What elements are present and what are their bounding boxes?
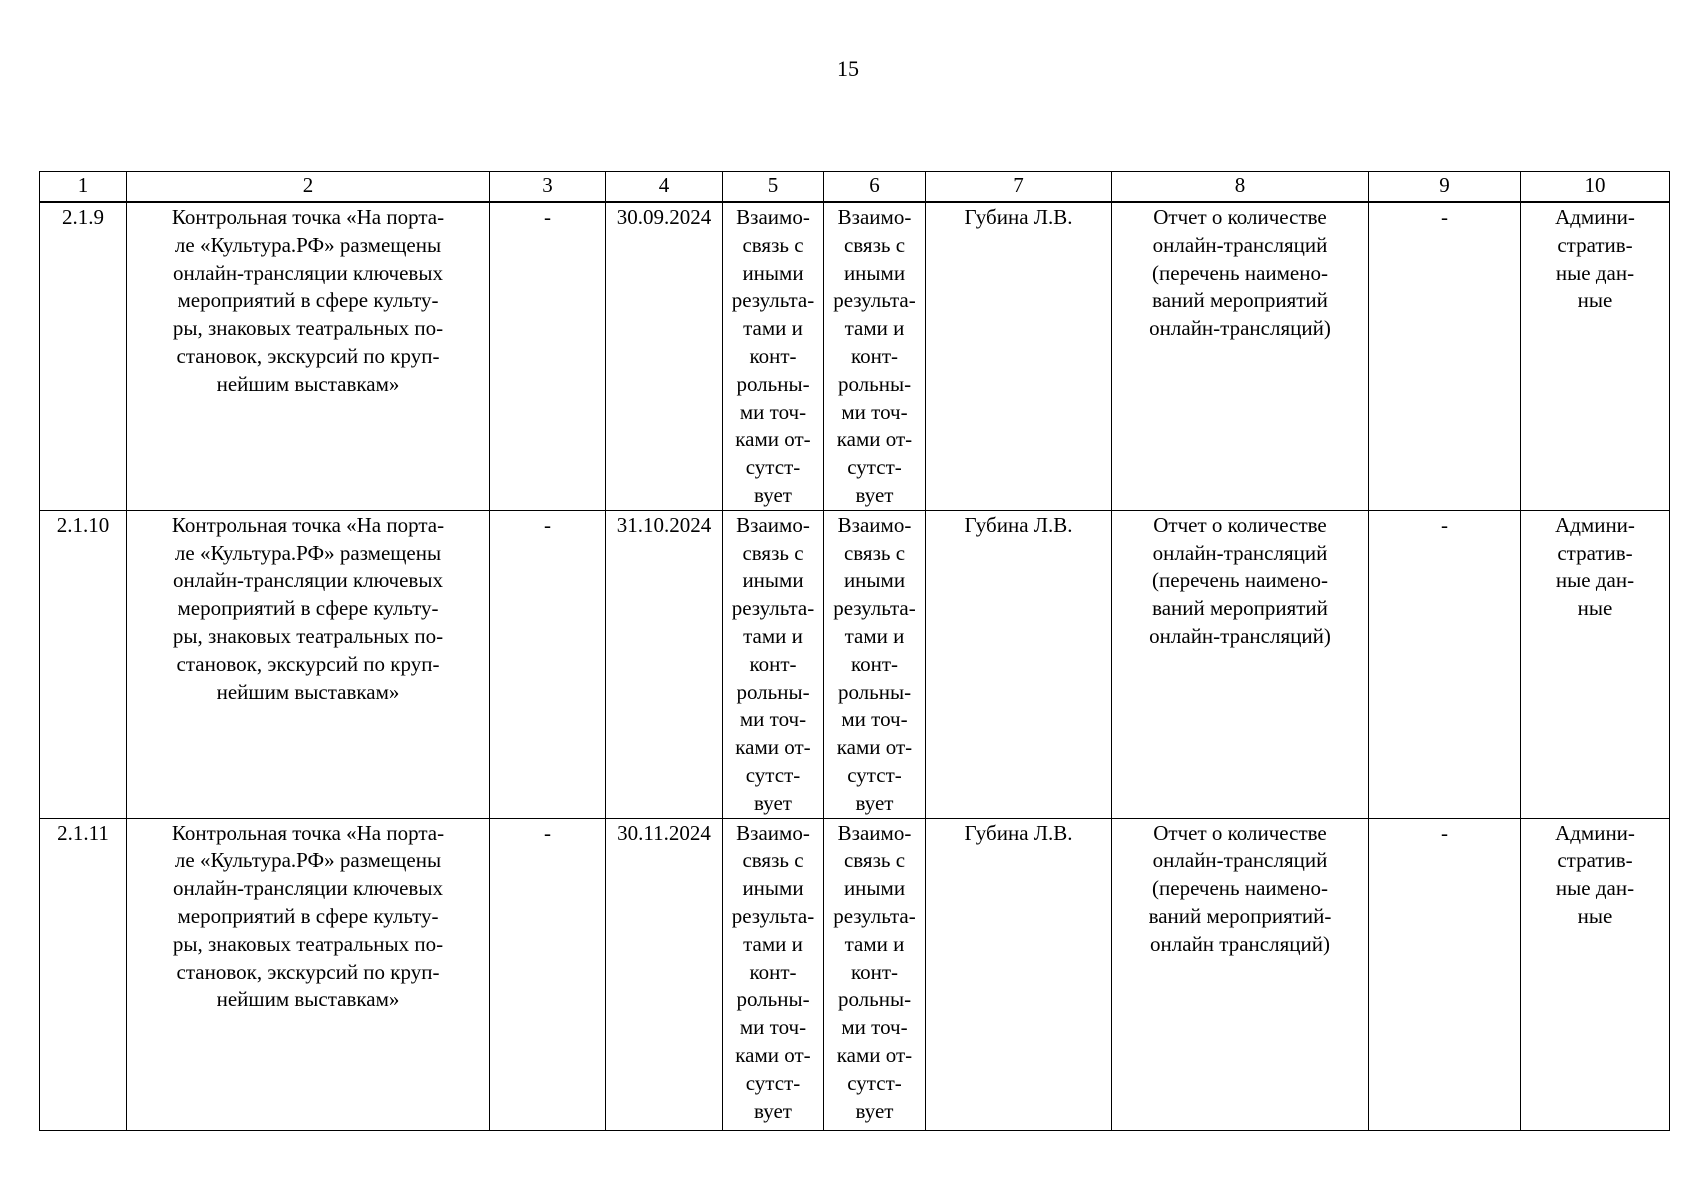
table-row <box>40 510 1670 818</box>
column-header: 9 <box>1369 172 1521 203</box>
column-9-cell: - <box>1369 202 1521 510</box>
document-cell: Отчет о количестве онлайн-трансляций (перечень наимено- ваний мероприятий- онлайн трансляций) <box>1112 818 1369 1130</box>
column-header: 10 <box>1521 172 1670 203</box>
date-cell: 30.09.2024 <box>606 202 723 510</box>
column-header: 5 <box>723 172 824 203</box>
responsible-cell: Губина Л.В. <box>926 818 1112 1130</box>
column-header: 6 <box>824 172 926 203</box>
date-cell: 30.11.2024 <box>606 818 723 1130</box>
column-9-cell: - <box>1369 510 1521 818</box>
control-point-name-cell: Контрольная точка «На порта- ле «Культура.РФ» размещены онлайн-трансляции ключевых мероприятий в сфере культу- ры, знаковых театральных по- становок, экскурсий по круп- нейшим выставкам» <box>127 202 490 510</box>
relation-cell: Взаимо- связь с иными результа- тами и конт- рольны- ми точ- ками от- сутст- вует <box>824 510 926 818</box>
column-number-header-row <box>40 172 1670 203</box>
column-header: 1 <box>40 172 127 203</box>
control-point-name-cell: Контрольная точка «На порта- ле «Культура.РФ» размещены онлайн-трансляции ключевых мероприятий в сфере культу- ры, знаковых театральных по- становок, экскурсий по круп- нейшим выставкам» <box>127 510 490 818</box>
data-source-cell: Админи- стратив- ные дан- ные <box>1521 202 1670 510</box>
row-number-cell: 2.1.9 <box>40 202 127 510</box>
relation-cell: Взаимо- связь с иными результа- тами и конт- рольны- ми точ- ками от- сутст- вует <box>723 510 824 818</box>
column-header: 4 <box>606 172 723 203</box>
control-points-table <box>39 171 1670 1131</box>
control-point-name-cell: Контрольная точка «На порта- ле «Культура.РФ» размещены онлайн-трансляции ключевых мероприятий в сфере культу- ры, знаковых театральных по- становок, экскурсий по круп- нейшим выставкам» <box>127 818 490 1130</box>
row-number-cell: 2.1.11 <box>40 818 127 1130</box>
column-header: 8 <box>1112 172 1369 203</box>
responsible-cell: Губина Л.В. <box>926 202 1112 510</box>
document-cell: Отчет о количестве онлайн-трансляций (перечень наимено- ваний мероприятий онлайн-трансляций) <box>1112 510 1369 818</box>
row-number-cell: 2.1.10 <box>40 510 127 818</box>
data-source-cell: Админи- стратив- ные дан- ные <box>1521 818 1670 1130</box>
relation-cell: Взаимо- связь с иными результа- тами и конт- рольны- ми точ- ками от- сутст- вует <box>824 202 926 510</box>
column-header: 3 <box>490 172 606 203</box>
document-cell: Отчет о количестве онлайн-трансляций (перечень наимено- ваний мероприятий онлайн-трансляций) <box>1112 202 1369 510</box>
relation-cell: Взаимо- связь с иными результа- тами и конт- рольны- ми точ- ками от- сутст- вует <box>723 202 824 510</box>
date-cell: 31.10.2024 <box>606 510 723 818</box>
table-row <box>40 202 1670 510</box>
table-row <box>40 818 1670 1130</box>
column-header: 7 <box>926 172 1112 203</box>
relation-cell: Взаимо- связь с иными результа- тами и конт- рольны- ми точ- ками от- сутст- вует <box>824 818 926 1130</box>
data-source-cell: Админи- стратив- ные дан- ные <box>1521 510 1670 818</box>
column-header: 2 <box>127 172 490 203</box>
responsible-cell: Губина Л.В. <box>926 510 1112 818</box>
column-3-cell: - <box>490 510 606 818</box>
column-3-cell: - <box>490 818 606 1130</box>
column-3-cell: - <box>490 202 606 510</box>
page-number: 15 <box>837 56 859 81</box>
relation-cell: Взаимо- связь с иными результа- тами и конт- рольны- ми точ- ками от- сутст- вует <box>723 818 824 1130</box>
column-9-cell: - <box>1369 818 1521 1130</box>
